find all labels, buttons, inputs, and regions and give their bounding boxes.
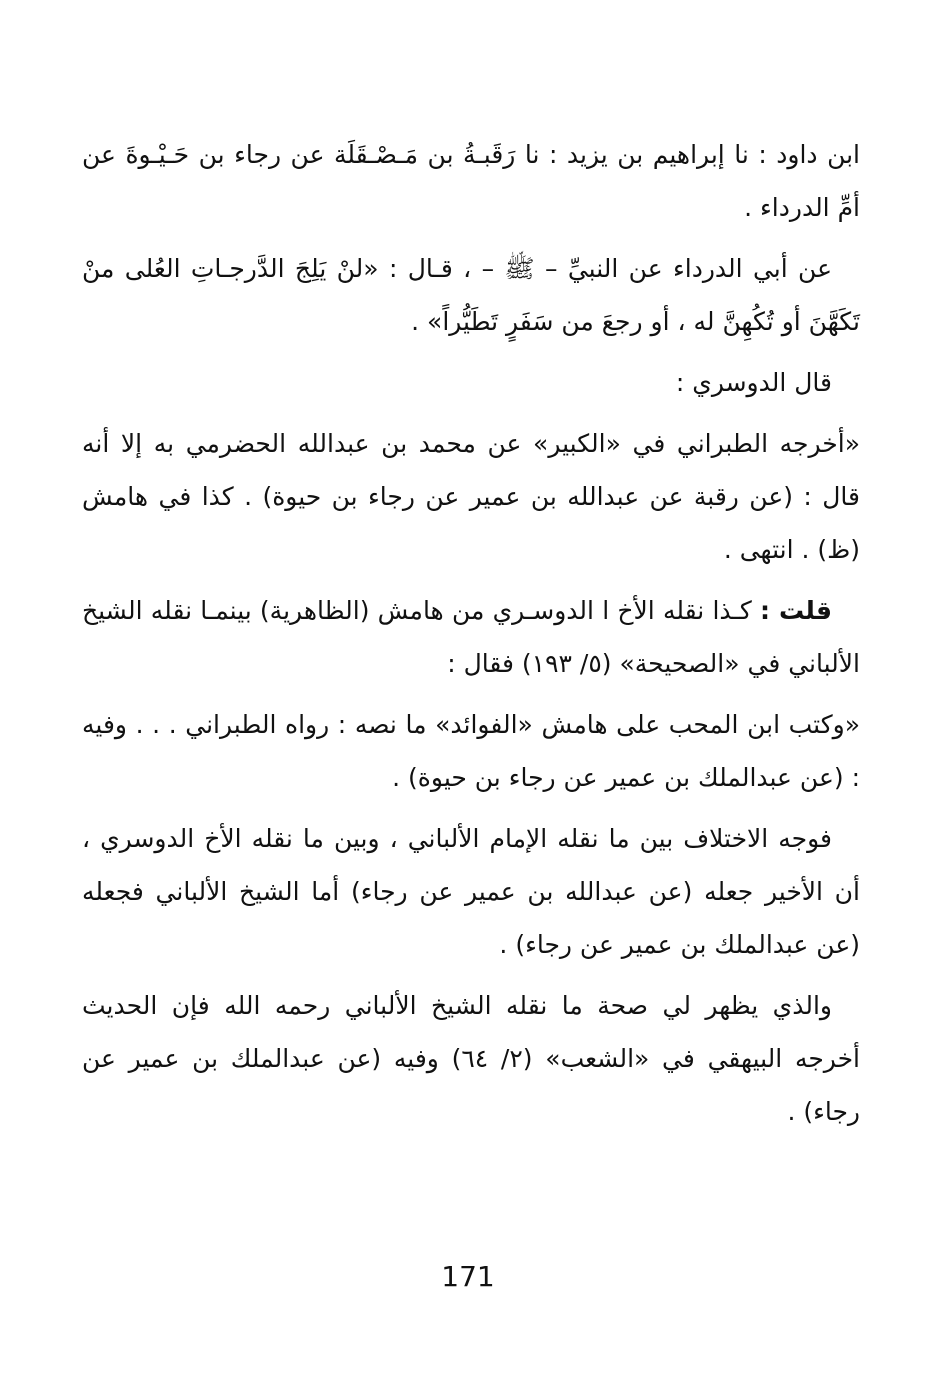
page-body: [82, 128, 860, 1128]
paragraph-conclusion: والذي يظهر لي صحة ما نقله الشيخ الألباني رحمه الله فإن الحديث أخرجه البيهقي في «الشعب» (٢/ ٦٤) وفيه (عن عبدالملك بن عمير عن رجاء) .: [82, 991, 860, 1126]
paragraph-dosari-quote: «أخرجه الطبراني في «الكبير» عن محمد بن عبدالله الحضرمي به إلا أنه قال : (عن رقبة عن عبدالله بن عمير عن رجاء بن حيوة) . كذا في هامش (ظ) . انتهى .: [82, 429, 860, 564]
paragraph-ibn-muhib-quote: «وكتب ابن المحب على هامش «الفوائد» ما نصه : رواه الطبراني . . . وفيه : (عن عبدالملك بن عمير عن رجاء بن حيوة) .: [82, 710, 860, 792]
paragraph-hadith: عن أبي الدرداء عن النبيِّ – ﷺ – ، قـال : «لنْ يَلِجَ الدَّرجـاتِ العُلى منْ تَكَهَّنَ أو تُكُهِنَّ له ، أو رجعَ من سَفَرٍ تَطَيُّراً» .: [82, 254, 860, 336]
paragraph-qultu-text: كـذا نقله الأخ ا الدوسـري من هامش (الظاهرية) بينمـا نقله الشيخ الألباني في «الصحيحة» (٥/ ١٩٣) فقال :: [82, 596, 860, 678]
paragraph-difference: فوجه الاختلاف بين ما نقله الإمام الألباني ، وبين ما نقله الأخ الدوسري ، أن الأخير جعله (عن عبدالله بن عمير عن رجاء) أما الشيخ الألباني فجعله (عن عبدالملك بن عمير عن رجاء) .: [82, 824, 860, 959]
page-number: 171: [441, 1260, 495, 1293]
paragraph-qultu: [82, 584, 860, 690]
paragraph-isnad: ابن داود : نا إبراهيم بن يزيد : نا رَقَبـةُ بن مَـصْـقَلَة عن رجاء بن حَـيْـوةَ عن أمِّ الدرداء .: [82, 140, 860, 222]
lead-word-qultu: قلت :: [759, 596, 832, 625]
paragraph-dosari-heading: قال الدوسري :: [675, 368, 832, 397]
